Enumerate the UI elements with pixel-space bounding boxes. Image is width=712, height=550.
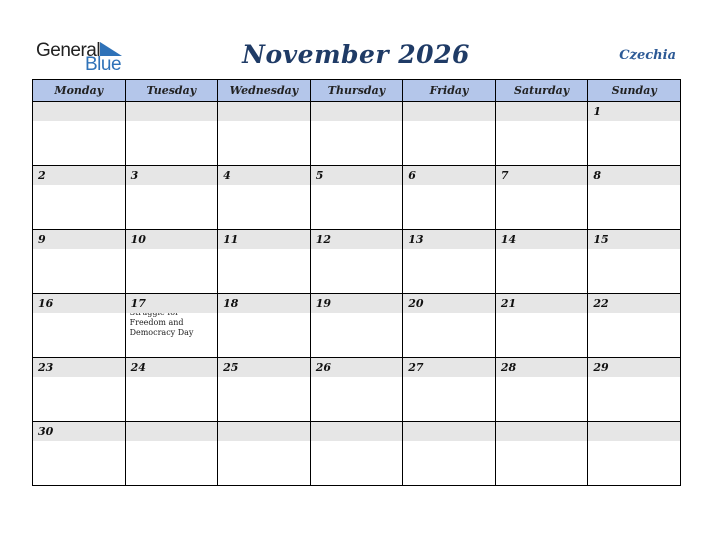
empty-day-cell [218, 102, 311, 166]
week-row [33, 230, 681, 294]
day-cell[interactable] [218, 166, 311, 230]
day-number: 4 [223, 169, 231, 182]
day-header-band [126, 294, 218, 313]
day-number: 30 [38, 425, 54, 438]
day-number: 11 [223, 233, 239, 246]
weekday-wednesday: Wednesday [218, 80, 311, 102]
weekday-tuesday: Tuesday [125, 80, 218, 102]
day-header-band [33, 422, 125, 441]
day-header-band [588, 294, 680, 313]
day-cell[interactable] [588, 294, 681, 358]
country-label: Czechia [619, 48, 676, 63]
day-header-band [126, 166, 218, 185]
day-cell[interactable] [495, 358, 588, 422]
weekday-header-row [33, 80, 681, 102]
day-number: 8 [593, 169, 602, 182]
day-header-band [33, 230, 125, 249]
day-cell[interactable] [33, 294, 126, 358]
day-number: 9 [38, 233, 46, 246]
calendar-title: November 2026 [242, 40, 470, 69]
day-cell[interactable] [310, 358, 403, 422]
day-number: 24 [130, 361, 146, 374]
day-header-band [496, 294, 588, 313]
day-header-band [403, 102, 495, 121]
day-number: 29 [593, 361, 609, 374]
day-cell[interactable] [218, 294, 311, 358]
day-header-band [33, 358, 125, 377]
day-header-band [311, 230, 403, 249]
day-header-band [588, 230, 680, 249]
day-header-band [218, 102, 310, 121]
day-header-band [126, 422, 218, 441]
day-header-band [33, 294, 125, 313]
day-header-band [403, 358, 495, 377]
day-number: 26 [315, 361, 331, 374]
day-header-band [496, 358, 588, 377]
day-header-band [496, 422, 588, 441]
day-cell[interactable] [403, 230, 496, 294]
day-cell[interactable] [310, 166, 403, 230]
day-header-band [33, 102, 125, 121]
day-number: 28 [500, 361, 517, 374]
day-cell[interactable] [33, 166, 126, 230]
day-header-band [218, 166, 310, 185]
holiday-event-label: Freedom and Democracy Day [129, 318, 194, 337]
empty-day-cell [125, 102, 218, 166]
day-header-band [126, 358, 218, 377]
day-header-band [403, 230, 495, 249]
day-cell[interactable] [125, 358, 218, 422]
empty-day-cell [403, 422, 496, 486]
day-header-band [588, 358, 680, 377]
day-cell[interactable] [125, 294, 218, 358]
calendar-grid [32, 79, 681, 486]
day-cell[interactable] [218, 230, 311, 294]
week-row [33, 102, 681, 166]
day-number: 18 [223, 297, 239, 310]
day-number: 27 [408, 361, 424, 374]
weekday-friday: Friday [403, 80, 496, 102]
day-number: 7 [500, 169, 509, 182]
day-number: 6 [408, 169, 416, 182]
day-number: 19 [315, 297, 331, 310]
weekday-thursday: Thursday [310, 80, 403, 102]
day-header-band [403, 422, 495, 441]
day-number: 13 [408, 233, 424, 246]
day-number: 17 [130, 297, 146, 310]
day-header-band [311, 358, 403, 377]
day-cell[interactable] [125, 230, 218, 294]
empty-day-cell [495, 102, 588, 166]
day-header-band [403, 166, 495, 185]
day-header-band [311, 166, 403, 185]
day-cell[interactable] [588, 166, 681, 230]
day-number: 23 [38, 361, 54, 374]
weekday-monday: Monday [33, 80, 126, 102]
empty-day-cell [218, 422, 311, 486]
day-cell[interactable] [125, 166, 218, 230]
day-header-band [496, 230, 588, 249]
day-number: 16 [38, 297, 54, 310]
day-number: 12 [315, 233, 331, 246]
day-header-band [496, 166, 588, 185]
day-header-band [588, 102, 680, 121]
day-header-band [311, 102, 403, 121]
empty-day-cell [33, 102, 126, 166]
day-number: 1 [593, 105, 602, 118]
day-number: 21 [500, 297, 517, 310]
empty-day-cell [310, 422, 403, 486]
empty-day-cell [310, 102, 403, 166]
day-header-band [218, 358, 310, 377]
day-cell[interactable] [588, 102, 681, 166]
day-cell[interactable] [588, 358, 681, 422]
day-number: 5 [315, 169, 324, 182]
day-header-band [218, 422, 310, 441]
day-number: 22 [593, 297, 609, 310]
day-cell[interactable] [310, 294, 403, 358]
empty-day-cell [403, 102, 496, 166]
empty-day-cell [125, 422, 218, 486]
day-cell[interactable] [218, 358, 311, 422]
week-row [33, 358, 681, 422]
day-cell[interactable] [33, 422, 126, 486]
day-number: 10 [130, 233, 146, 246]
day-number: 2 [38, 169, 46, 182]
day-header-band [588, 166, 680, 185]
weekday-saturday: Saturday [495, 80, 588, 102]
week-row [33, 294, 681, 358]
day-cell[interactable] [403, 166, 496, 230]
day-header-band [311, 294, 403, 313]
day-cell[interactable] [495, 294, 588, 358]
day-header-band [218, 230, 310, 249]
day-header-band [218, 294, 310, 313]
day-number: 15 [593, 233, 609, 246]
day-header-band [126, 230, 218, 249]
day-cell[interactable] [310, 230, 403, 294]
day-header-band [311, 422, 403, 441]
week-row [33, 422, 681, 486]
day-header-band [588, 422, 680, 441]
empty-day-cell [588, 422, 681, 486]
day-cell[interactable] [403, 294, 496, 358]
weekday-sunday: Sunday [588, 80, 681, 102]
logo-word-blue: Blue [85, 54, 122, 75]
logo-word-general: General [36, 40, 101, 61]
empty-day-cell [495, 422, 588, 486]
day-cell[interactable] [33, 358, 126, 422]
day-header-band [126, 102, 218, 121]
week-row [33, 166, 681, 230]
day-number: 20 [408, 297, 424, 310]
day-cell[interactable] [403, 358, 496, 422]
day-cell[interactable] [495, 230, 588, 294]
day-number: 25 [223, 361, 239, 374]
day-cell[interactable] [33, 230, 126, 294]
day-header-band [403, 294, 495, 313]
day-number: 14 [500, 233, 517, 246]
day-number: 3 [130, 169, 139, 182]
day-header-band [33, 166, 125, 185]
day-header-band [496, 102, 588, 121]
day-cell[interactable] [588, 230, 681, 294]
day-cell[interactable] [495, 166, 588, 230]
